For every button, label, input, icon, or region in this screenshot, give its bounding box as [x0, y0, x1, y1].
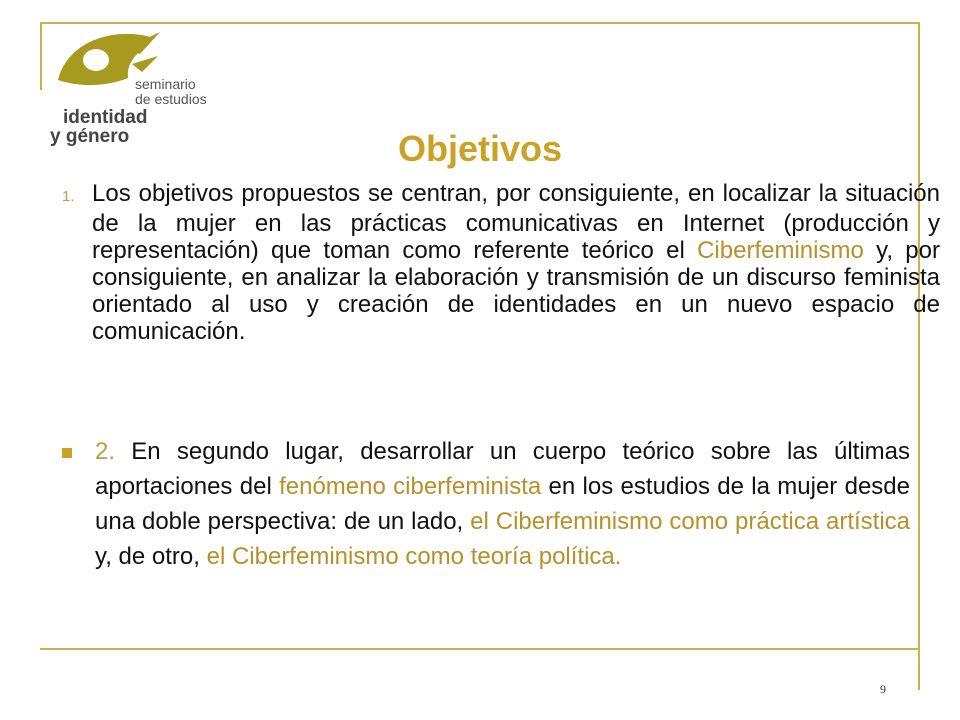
- objective-2-text-b: en los estudios de la mujer desde una doble perspectiva: de un lado,: [95, 473, 910, 535]
- right-rule: [918, 22, 920, 690]
- square-bullet-icon: [62, 448, 72, 458]
- logo-text-y-genero: y género: [50, 126, 130, 147]
- logo-text-de-estudios: de estudios: [135, 91, 207, 107]
- logo-text-identidad: identidad: [63, 107, 148, 128]
- objective-2-paragraph: [95, 434, 910, 574]
- objective-1-highlight: Ciberfeminismo: [697, 237, 864, 264]
- objective-2-highlight-3: el Ciberfeminismo como teoría política.: [206, 543, 622, 570]
- top-rule: [40, 22, 920, 24]
- objective-1-text-a: Los objetivos propuestos se centran, por consiguiente, en localizar la situación de la mujer en las prácticas comunicativas en Internet (producción y representación) que toman como referente teórico el: [92, 180, 940, 264]
- bottom-rule: [40, 648, 920, 650]
- objective-2-text-a: En segundo lugar, desarrollar un cuerpo teórico sobre las últimas aportaciones del: [95, 438, 910, 500]
- objective-1-text-b: y, por consiguiente, en analizar la elaboración y transmisión de un discurso feminista orientado al uso y creación de identidades en un nuevo espacio de comunicación.: [92, 237, 940, 345]
- left-rule: [40, 22, 42, 90]
- objective-2-number: 2.: [95, 438, 116, 465]
- objective-2-highlight-2: el Ciberfeminismo como práctica artística: [470, 508, 910, 535]
- slide-title: Objetivos: [397, 128, 563, 169]
- objective-2-highlight-1: fenómeno ciberfeminista: [279, 473, 542, 500]
- logo-text-seminario: seminario: [135, 76, 196, 92]
- objective-2-text-c: y, de otro,: [95, 543, 207, 570]
- page-number: 9: [880, 682, 886, 696]
- objective-1-number: 1.: [62, 188, 75, 205]
- objective-1-paragraph: [62, 180, 940, 345]
